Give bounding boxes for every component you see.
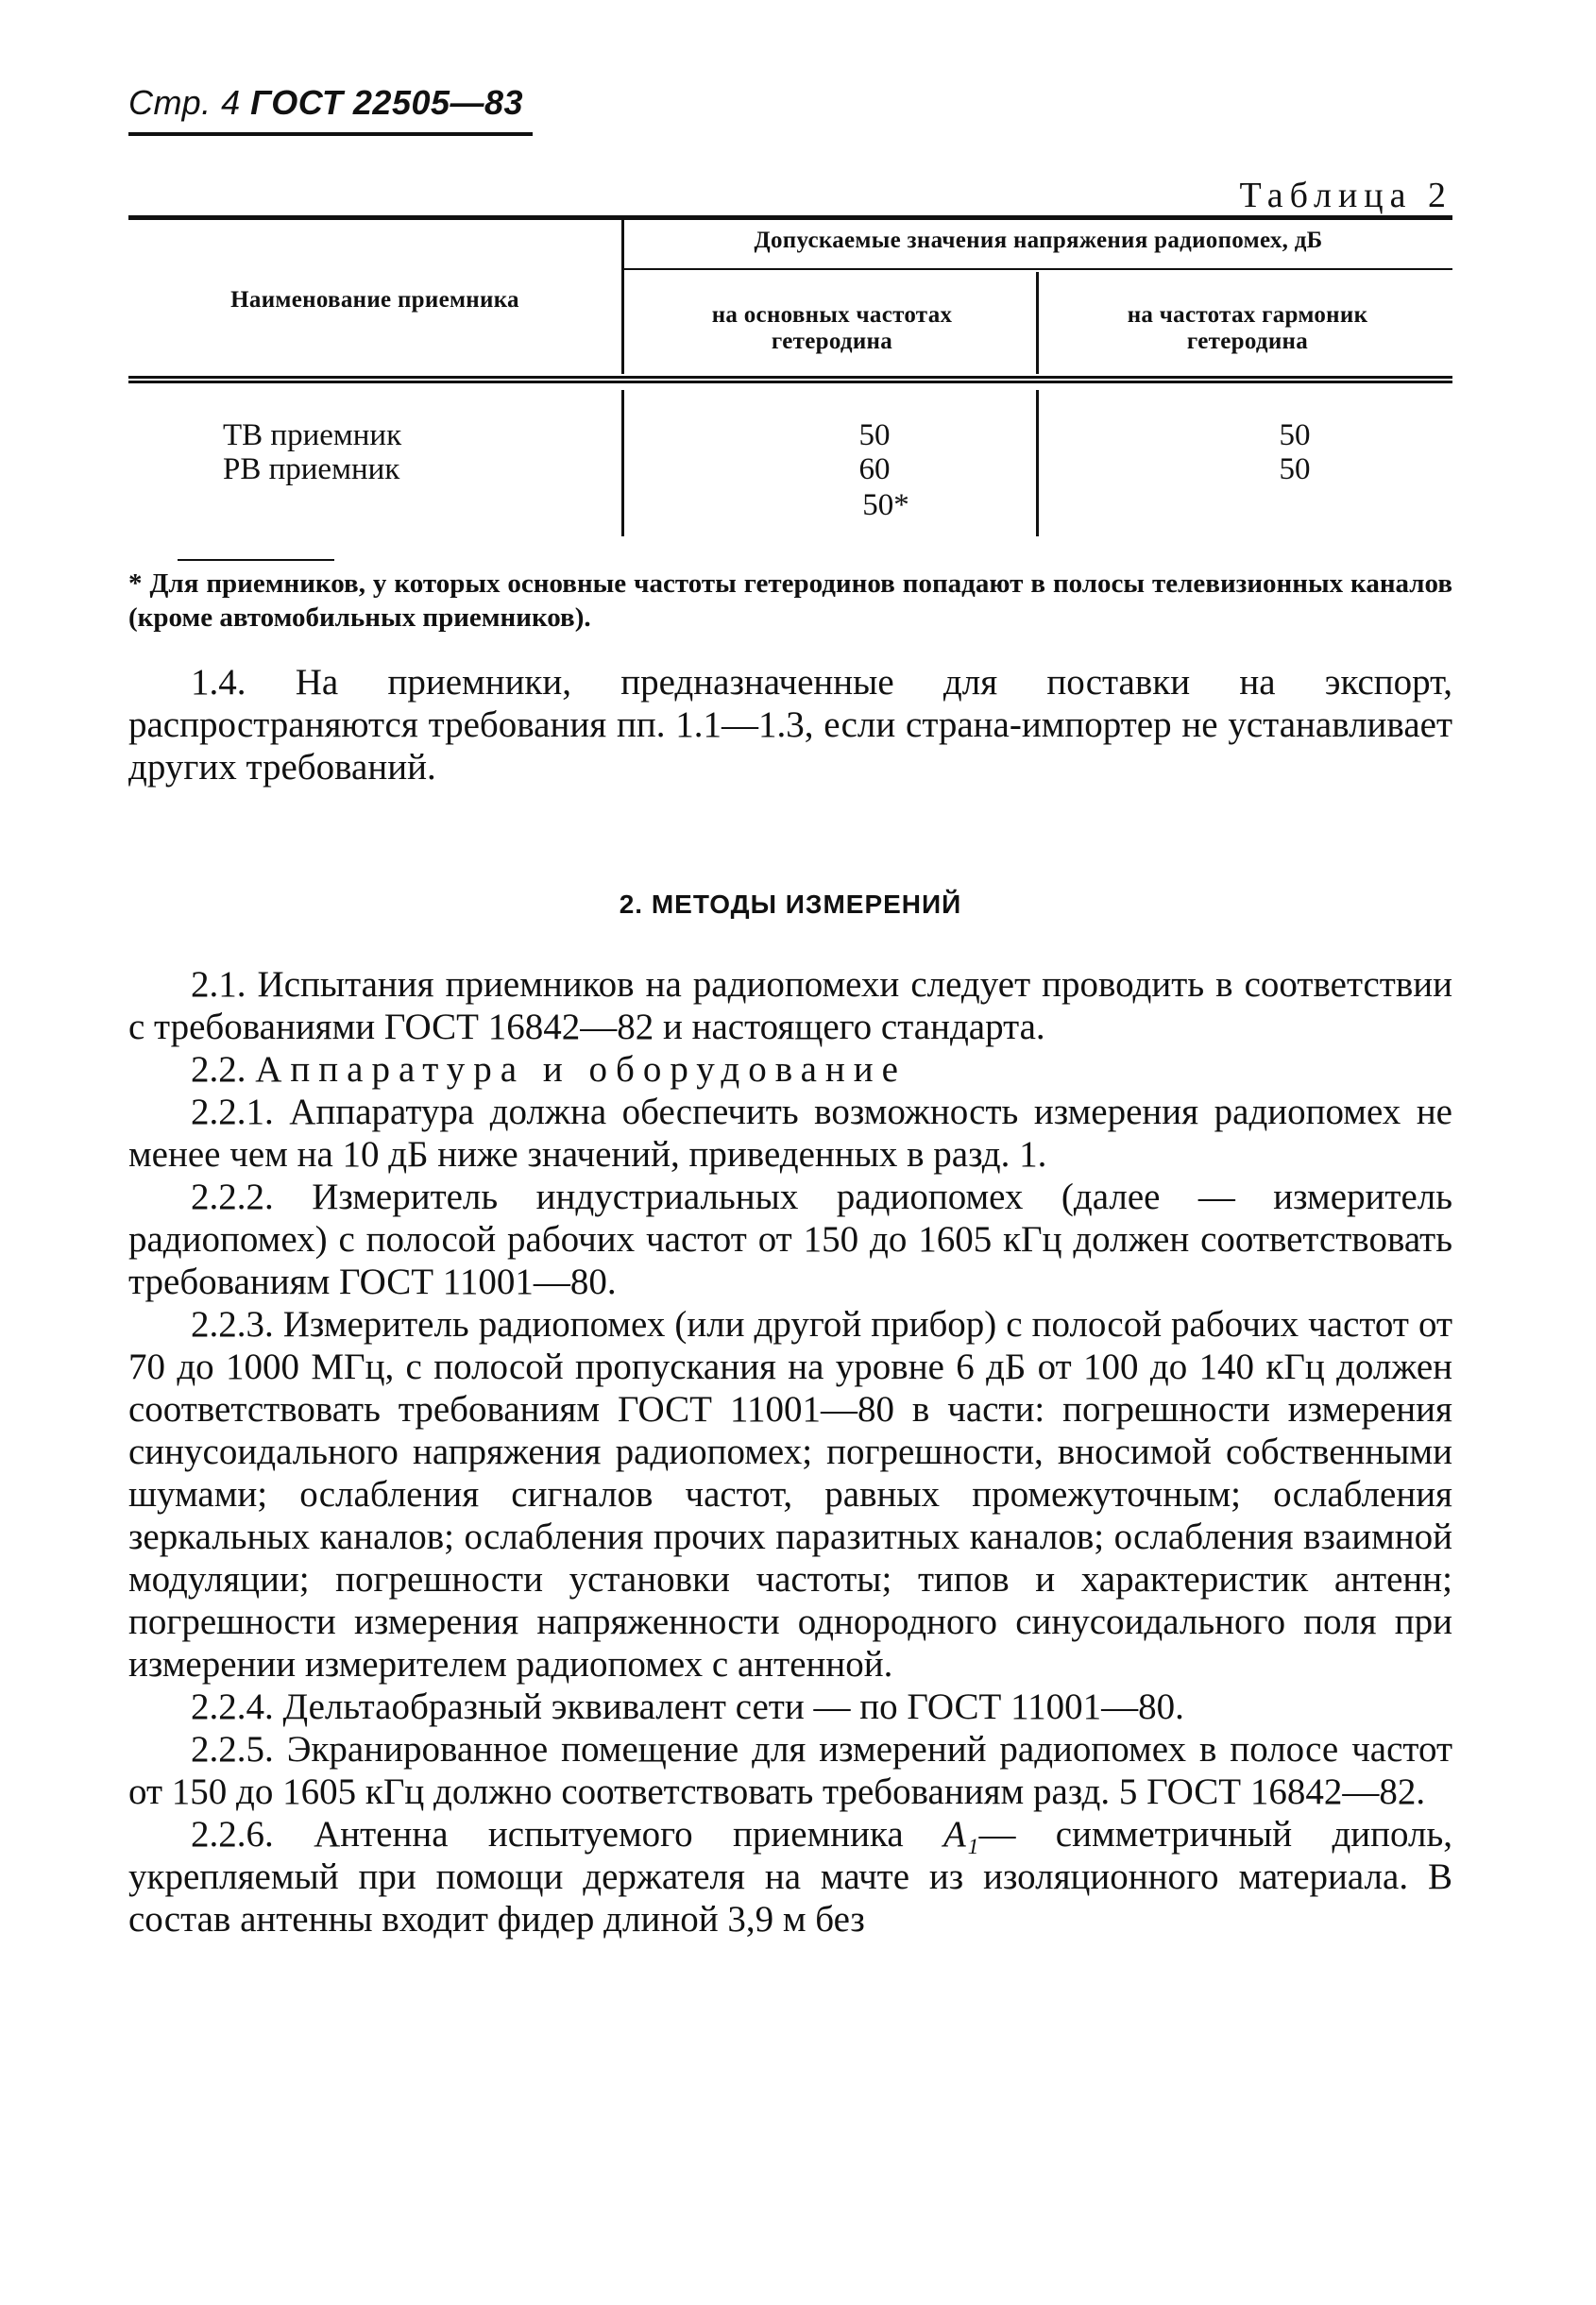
paragraph-2-2-6-rest: — симметричный диполь, укрепляемый при помощи держателя на мачте из изоляционного материала. В состав антенны входит фидер длиной 3,9 м без bbox=[128, 1814, 1453, 1940]
table-footnote: * Для приемников, у которых основные частоты гетеродинов попадают в полосы телевизионных каналов (кроме автомобильных приемников). bbox=[128, 568, 1452, 633]
receiver-rv: РВ приемник bbox=[223, 452, 400, 486]
header-rule bbox=[128, 132, 533, 136]
harm-value-rv: 50 bbox=[1279, 452, 1311, 486]
paragraph-2-2-6-start: 2.2.6. Антенна испытуемого приемника bbox=[191, 1814, 904, 1855]
paragraph-2-1: 2.1. Испытания приемников на радиопомехи следует проводить в соответствии с требованиями ГОСТ 16842—82 и настоящего стандарта. bbox=[128, 964, 1452, 1047]
paragraph-2-2-1: 2.2.1. Аппаратура должна обеспечить возможность измерения радиопомех не менее чем на 10 дБ ниже значений, приведенных в разд. 1. bbox=[128, 1092, 1452, 1175]
standard-id: ГОСТ 22505—83 bbox=[250, 83, 524, 122]
harm-value-tv: 50 bbox=[1279, 418, 1311, 452]
table-vrule-body-1 bbox=[621, 390, 624, 536]
table-2 bbox=[128, 215, 1452, 536]
page-number: Стр. 4 bbox=[128, 83, 241, 122]
paragraph-2-2 bbox=[128, 1048, 1452, 1091]
paragraph-2-2-4: 2.2.4. Дельтаобразный эквивалент сети — по ГОСТ 11001—80. bbox=[191, 1686, 1184, 1727]
main-value-tv: 50 bbox=[858, 418, 891, 452]
paragraph-2-2-2: 2.2.2. Измеритель индустриальных радиопомех (далее — измеритель радиопомех) с полосой рабочих частот от 150 до 1605 кГц должен соответствовать требованиям ГОСТ 11001—80. bbox=[128, 1177, 1452, 1302]
paragraph-2-2-3: 2.2.3. Измеритель радиопомех (или другой прибор) с полосой рабочих частот от 70 до 1000 МГц, с полосой пропускания на уровне 6 дБ от 100 до 140 кГц должен соответствовать требованиям ГОСТ 11001—80 в части: погрешности измерения синусоидального напряжения радиопомех; погрешности, вносимой собственными шумами; ослабления сигналов частот, равных промежуточным; ослабления зеркальных каналов; ослабления прочих паразитных каналов; ослабления взаимной модуляции; погрешности установки частоты; типов и характеристик антенн; погрешности измерения напряженности однородного синусоидального поля при измерении измерителем радиопомех с антенной. bbox=[128, 1304, 1452, 1685]
header-allowed-values: Допускаемые значения напряжения радиопомех, дБ bbox=[754, 228, 1323, 253]
receiver-tv: ТВ приемник bbox=[223, 418, 402, 452]
main-value-rv: 60 bbox=[858, 452, 891, 486]
paragraph-2-2-6 bbox=[128, 1813, 1452, 1941]
main-value-rv-footnoted: 50* bbox=[862, 488, 909, 522]
document-body bbox=[128, 661, 1452, 1941]
footnote-rule bbox=[178, 559, 334, 561]
page-header bbox=[128, 83, 523, 123]
table-label: Таблица 2 bbox=[1239, 176, 1452, 215]
header-harmonic-frequencies: на частотах гармоник гетеродина bbox=[1127, 302, 1368, 354]
paragraph-1-4: 1.4. На приемники, предназначенные для поставки на экспорт, распространяются требования пп. 1.1—1.3, если страна-импортер не устанавливает других требований. bbox=[128, 662, 1452, 788]
table-vrule-body-2 bbox=[1036, 390, 1039, 536]
paragraph-2-2-number: 2.2. bbox=[191, 1049, 246, 1090]
header-receiver-name: Наименование приемника bbox=[230, 287, 519, 313]
table-vrule-header-2 bbox=[1036, 272, 1039, 374]
antenna-symbol: A₁ bbox=[943, 1814, 979, 1855]
table-header-rule-2 bbox=[128, 381, 1452, 383]
header-main-frequencies: на основных частотах гетеродина bbox=[711, 302, 953, 354]
table-subheader-rule bbox=[621, 268, 1452, 270]
table-header-rule bbox=[128, 376, 1452, 379]
table-top-rule-2 bbox=[128, 217, 1452, 220]
section-title: 2. МЕТОДЫ ИЗМЕРЕНИЙ bbox=[619, 890, 962, 919]
paragraph-2-2-title: Аппаратура и оборудование bbox=[255, 1049, 907, 1090]
paragraph-2-2-5: 2.2.5. Экранированное помещение для измерений радиопомех в полосе частот от 150 до 1605 кГц должно соответствовать требованиям разд. 5 ГОСТ 16842—82. bbox=[128, 1729, 1452, 1812]
